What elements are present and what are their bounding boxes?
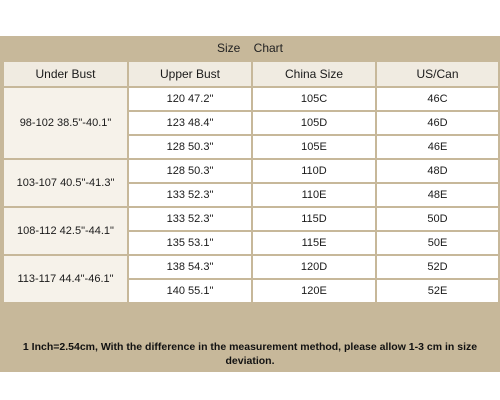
us-can-cell: 50E [377, 232, 498, 254]
under-bust-cell: 108-112 42.5"-44.1" [4, 208, 127, 254]
china-size-cell: 110D [253, 160, 375, 182]
china-size-cell: 105D [253, 112, 375, 134]
table-row [4, 88, 498, 110]
us-can-cell: 52D [377, 256, 498, 278]
under-bust-cell: 98-102 38.5"-40.1" [4, 88, 127, 158]
us-can-cell: 50D [377, 208, 498, 230]
china-size-cell: 110E [253, 184, 375, 206]
us-can-cell: 48E [377, 184, 498, 206]
header-china-size: China Size [253, 62, 375, 86]
china-size-cell: 120D [253, 256, 375, 278]
size-table [2, 60, 500, 304]
china-size-cell: 115E [253, 232, 375, 254]
header-under-bust: Under Bust [4, 62, 127, 86]
upper-bust-cell: 128 50.3" [129, 160, 251, 182]
us-can-cell: 46D [377, 112, 498, 134]
table-row [4, 160, 498, 182]
china-size-cell: 120E [253, 280, 375, 302]
header-row [4, 62, 498, 86]
under-bust-cell: 113-117 44.4"-46.1" [4, 256, 127, 302]
chart-title: Size Chart [0, 36, 500, 60]
upper-bust-cell: 128 50.3" [129, 136, 251, 158]
upper-bust-cell: 123 48.4" [129, 112, 251, 134]
table-row [4, 208, 498, 230]
upper-bust-cell: 140 55.1" [129, 280, 251, 302]
upper-bust-cell: 120 47.2" [129, 88, 251, 110]
under-bust-cell: 103-107 40.5"-41.3" [4, 160, 127, 206]
us-can-cell: 46E [377, 136, 498, 158]
table-row [4, 256, 498, 278]
upper-bust-cell: 133 52.3" [129, 208, 251, 230]
china-size-cell: 115D [253, 208, 375, 230]
header-upper-bust: Upper Bust [129, 62, 251, 86]
header-us-can: US/Can [377, 62, 498, 86]
upper-bust-cell: 138 54.3" [129, 256, 251, 278]
us-can-cell: 52E [377, 280, 498, 302]
china-size-cell: 105C [253, 88, 375, 110]
china-size-cell: 105E [253, 136, 375, 158]
upper-bust-cell: 135 53.1" [129, 232, 251, 254]
us-can-cell: 46C [377, 88, 498, 110]
us-can-cell: 48D [377, 160, 498, 182]
size-chart [0, 36, 500, 372]
measurement-note: 1 Inch=2.54cm, With the difference in the measurement method, please allow 1-3 cm in size deviation. [0, 336, 500, 372]
upper-bust-cell: 133 52.3" [129, 184, 251, 206]
